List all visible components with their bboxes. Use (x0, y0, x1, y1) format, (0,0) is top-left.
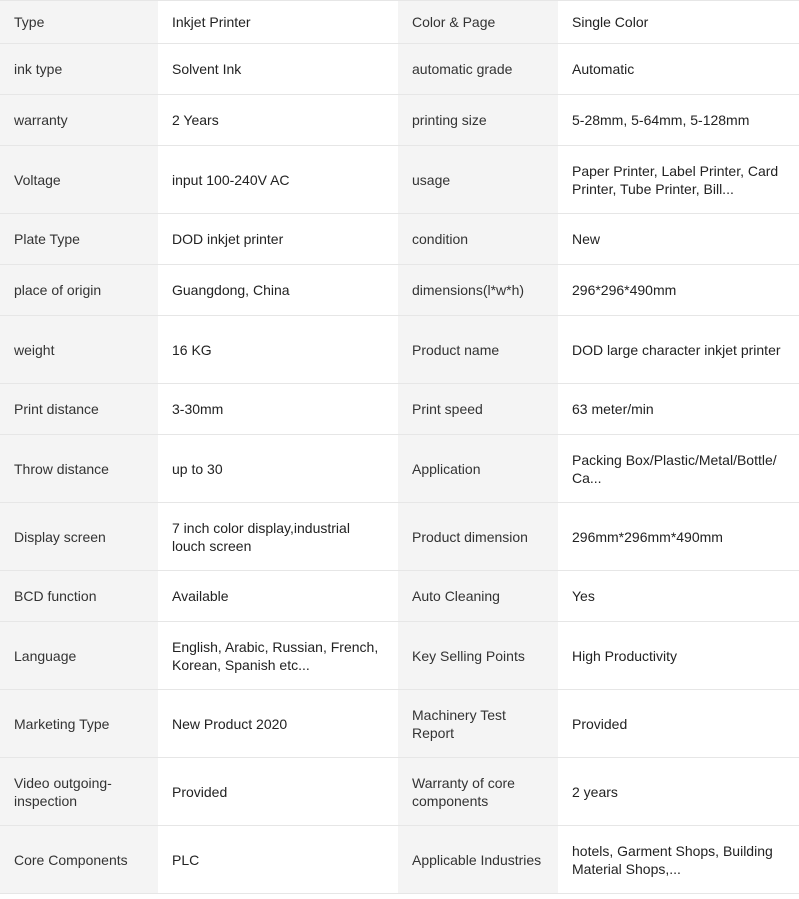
spec-value: Solvent Ink (158, 44, 398, 95)
spec-value: 296*296*490mm (558, 265, 799, 316)
spec-key: Video outgoing-inspection (0, 758, 158, 826)
spec-value: Single Color (558, 1, 799, 44)
table-row (0, 826, 799, 894)
spec-value: DOD inkjet printer (158, 214, 398, 265)
spec-key: Applicable Industries (398, 826, 558, 894)
spec-value: Yes (558, 571, 799, 622)
spec-key: Print speed (398, 384, 558, 435)
table-row (0, 316, 799, 384)
spec-value: Provided (558, 690, 799, 758)
table-row (0, 758, 799, 826)
spec-value: Packing Box/Plastic/Metal/Bottle/ Ca... (558, 435, 799, 503)
table-row (0, 146, 799, 214)
spec-key: automatic grade (398, 44, 558, 95)
table-row (0, 1, 799, 44)
spec-value: Provided (158, 758, 398, 826)
spec-key: usage (398, 146, 558, 214)
spec-key: Print distance (0, 384, 158, 435)
spec-key: BCD function (0, 571, 158, 622)
spec-value: 2 Years (158, 95, 398, 146)
spec-key: Language (0, 622, 158, 690)
spec-value: High Productivity (558, 622, 799, 690)
spec-key: Product name (398, 316, 558, 384)
spec-key: Application (398, 435, 558, 503)
spec-value: Paper Printer, Label Printer, Card Printer, Tube Printer, Bill... (558, 146, 799, 214)
spec-key: Display screen (0, 503, 158, 571)
table-row (0, 622, 799, 690)
spec-key: warranty (0, 95, 158, 146)
spec-key: Type (0, 1, 158, 44)
spec-value: 63 meter/min (558, 384, 799, 435)
spec-value: Available (158, 571, 398, 622)
spec-key: Auto Cleaning (398, 571, 558, 622)
spec-key: Voltage (0, 146, 158, 214)
table-row (0, 435, 799, 503)
spec-value: Inkjet Printer (158, 1, 398, 44)
table-row (0, 44, 799, 95)
spec-key: Marketing Type (0, 690, 158, 758)
spec-key: place of origin (0, 265, 158, 316)
spec-value: 3-30mm (158, 384, 398, 435)
spec-value: 2 years (558, 758, 799, 826)
spec-key: Throw distance (0, 435, 158, 503)
spec-value: DOD large character inkjet printer (558, 316, 799, 384)
spec-value: 5-28mm, 5-64mm, 5-128mm (558, 95, 799, 146)
spec-value: PLC (158, 826, 398, 894)
spec-value: up to 30 (158, 435, 398, 503)
spec-value: New Product 2020 (158, 690, 398, 758)
spec-value: 7 inch color display,industrial louch screen (158, 503, 398, 571)
table-row (0, 265, 799, 316)
spec-key: Key Selling Points (398, 622, 558, 690)
spec-value: Guangdong, China (158, 265, 398, 316)
spec-value: New (558, 214, 799, 265)
spec-key: Color & Page (398, 1, 558, 44)
spec-key: weight (0, 316, 158, 384)
table-row (0, 95, 799, 146)
spec-key: Plate Type (0, 214, 158, 265)
table-row (0, 690, 799, 758)
spec-key: ink type (0, 44, 158, 95)
spec-value: 16 KG (158, 316, 398, 384)
spec-value: 296mm*296mm*490mm (558, 503, 799, 571)
spec-key: Machinery Test Report (398, 690, 558, 758)
spec-key: Core Components (0, 826, 158, 894)
spec-value: Automatic (558, 44, 799, 95)
spec-key: dimensions(l*w*h) (398, 265, 558, 316)
table-row (0, 571, 799, 622)
spec-key: printing size (398, 95, 558, 146)
table-row (0, 214, 799, 265)
spec-key: Product dimension (398, 503, 558, 571)
spec-key: condition (398, 214, 558, 265)
table-row (0, 384, 799, 435)
table-row (0, 503, 799, 571)
spec-value: input 100-240V AC (158, 146, 398, 214)
spec-key: Warranty of core components (398, 758, 558, 826)
spec-value: hotels, Garment Shops, Building Material Shops,... (558, 826, 799, 894)
spec-value: English, Arabic, Russian, French, Korean, Spanish etc... (158, 622, 398, 690)
